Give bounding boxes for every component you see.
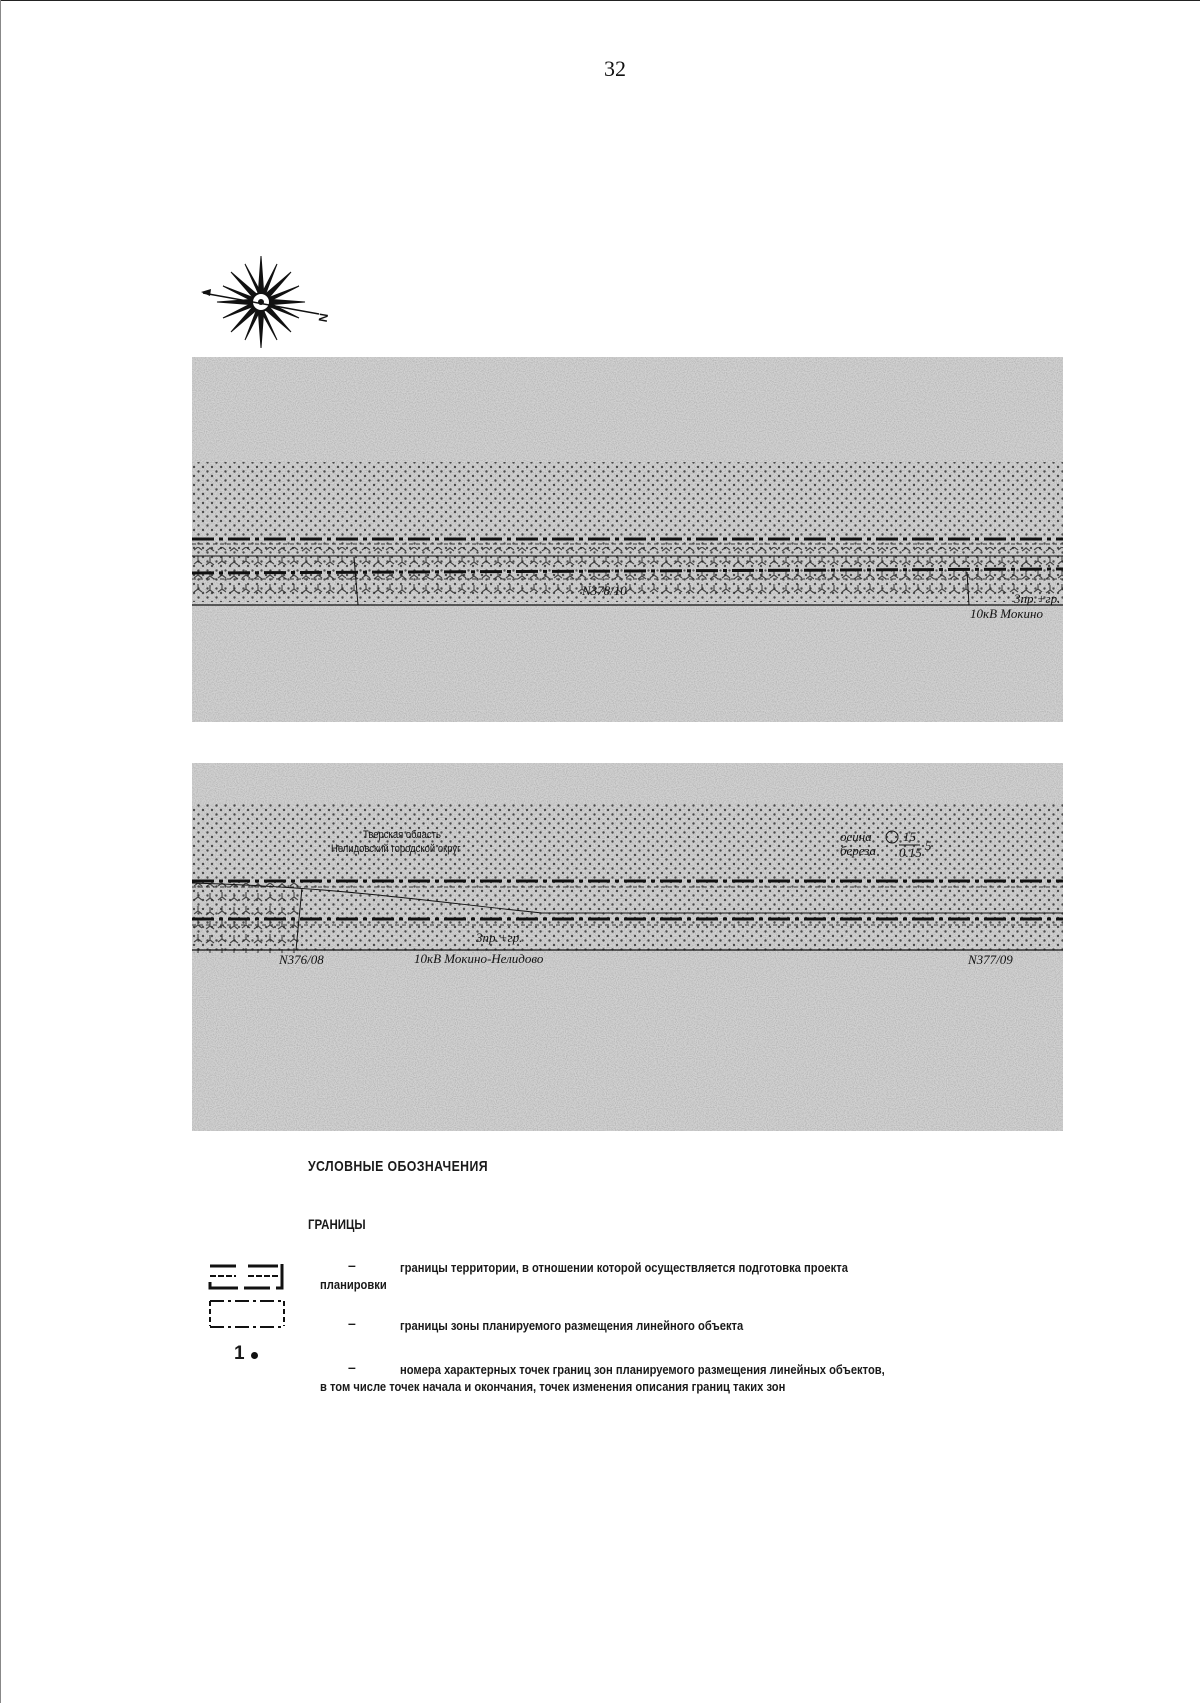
page-edge-top xyxy=(0,0,1200,1)
map-top-point-label: N378/10 xyxy=(582,583,627,598)
linear-object-zone-boundary-symbol xyxy=(208,1298,288,1332)
legend-item-1-text-line-2: планировки xyxy=(320,1277,387,1292)
characteristic-point-dot-icon xyxy=(251,1352,258,1359)
legend-item-2-dash: – xyxy=(348,1315,356,1331)
map-top-line-label: 10кВ Мокино xyxy=(970,606,1043,621)
characteristic-point-number-symbol: 1 xyxy=(234,1343,245,1364)
legend-title: УСЛОВНЫЕ ОБОЗНАЧЕНИЯ xyxy=(308,1158,488,1175)
map-bottom-line-label: 10кВ Мокино-Нелидово xyxy=(414,951,544,966)
page-edge-left xyxy=(0,0,1,1703)
planning-territory-boundary-symbol xyxy=(208,1262,288,1294)
map-region-label: Тверская область xyxy=(363,829,441,841)
legend-subtitle: ГРАНИЦЫ xyxy=(308,1216,366,1232)
compass-rose-icon xyxy=(195,252,335,352)
map-tree-label-2: береза xyxy=(840,843,876,858)
map-point-left-label: N376/08 xyxy=(279,952,324,967)
legend-item-3-dash: – xyxy=(348,1359,356,1375)
map-bottom-wire-label: 3пр.+гр. xyxy=(476,930,523,945)
map-top-wire-label: 3пр.+гр. xyxy=(1014,591,1061,606)
compass-north-label: N xyxy=(315,312,332,324)
map-fragment-bottom xyxy=(192,763,1063,1131)
legend-item-3-text-line-2: в том числе точек начала и окончания, точек изменения описания границ таких зон xyxy=(320,1379,786,1394)
map-district-label: Нелидовский городской округ xyxy=(331,843,461,855)
map-fraction-exponent: 5 xyxy=(925,838,932,853)
map-tree-label-1: осина xyxy=(840,829,872,844)
legend-item-2-text: границы зоны планируемого размещения линейного объекта xyxy=(400,1318,744,1333)
legend-item-3-text-line-1: номера характерных точек границ зон планируемого размещения линейных объектов, xyxy=(400,1362,885,1377)
map-fragment-top xyxy=(192,357,1063,722)
legend-item-1-text-line-1: границы территории, в отношении которой осуществляется подготовка проекта xyxy=(400,1260,848,1275)
page-number: 32 xyxy=(604,56,626,81)
legend-item-1-dash: – xyxy=(348,1257,356,1273)
map-fraction-top: 15 xyxy=(903,829,916,844)
map-point-right-label: N377/09 xyxy=(968,952,1013,967)
map-fraction-bottom: 0.15 xyxy=(899,845,922,860)
